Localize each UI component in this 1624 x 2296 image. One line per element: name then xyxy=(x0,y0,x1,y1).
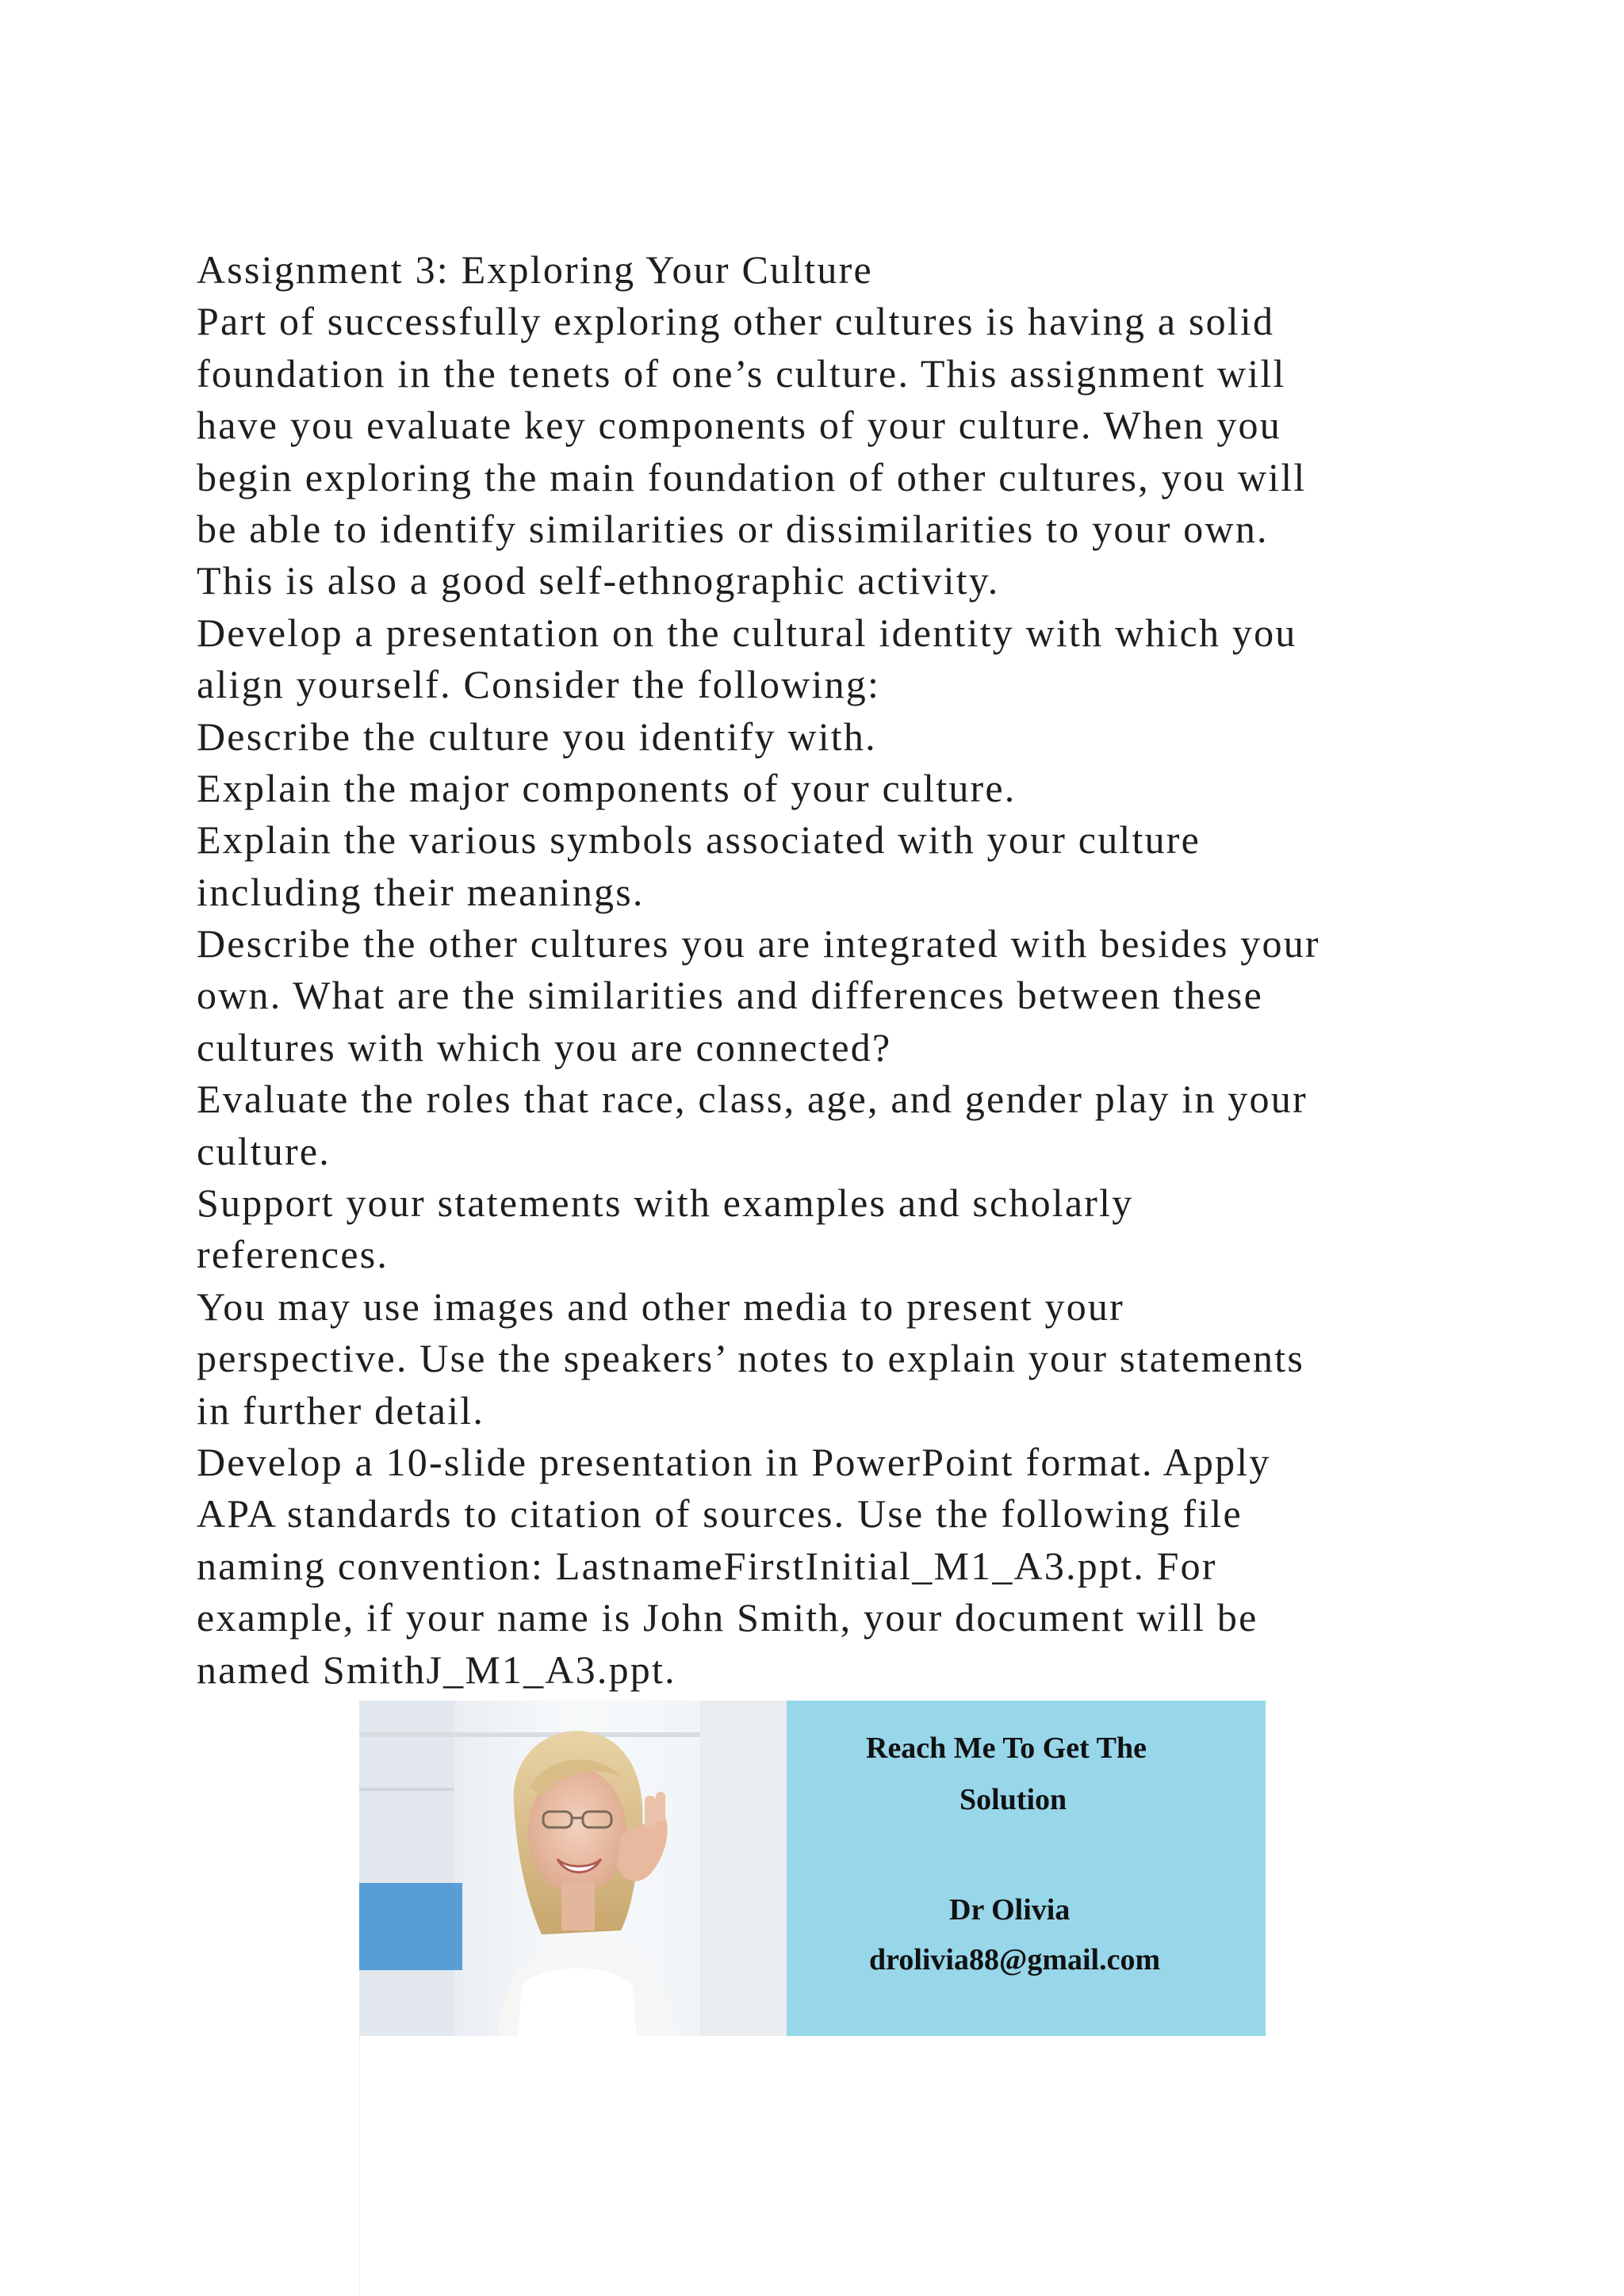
text-line: cultures with which you are connected? xyxy=(197,1024,892,1070)
text-line: references. xyxy=(197,1232,389,1277)
woman-photo-illustration xyxy=(359,1701,787,2036)
text-line: Describe the culture you identify with. xyxy=(197,714,877,759)
text-line: You may use images and other media to present your xyxy=(197,1284,1124,1329)
text-line: Develop a 10-slide presentation in PowerPoint format. Apply xyxy=(197,1439,1271,1484)
promo-subheadline: Solution xyxy=(959,1783,1067,1816)
text-line: example, if your name is John Smith, your document will be xyxy=(197,1595,1258,1640)
contact-name: Dr Olivia xyxy=(949,1893,1071,1927)
text-line: Evaluate the roles that race, class, age, and gender play in your xyxy=(197,1077,1308,1122)
text-line: naming convention: LastnameFirstInitial_M1_A3.ppt. For xyxy=(197,1543,1217,1588)
contact-email: drolivia88@gmail.com xyxy=(869,1943,1161,1976)
promo-headline: Reach Me To Get The xyxy=(866,1732,1147,1765)
text-line: foundation in the tenets of one’s culture. This assignment will xyxy=(197,350,1286,396)
text-line: own. What are the similarities and differences between these xyxy=(197,973,1263,1018)
text-line: perspective. Use the speakers’ notes to explain your statements xyxy=(197,1336,1304,1381)
text-line: APA standards to citation of sources. Use the following file xyxy=(197,1491,1243,1536)
text-line: including their meanings. xyxy=(197,869,645,914)
text-line: Explain the various symbols associated with your culture xyxy=(197,817,1201,863)
woman-photo xyxy=(359,1701,787,2036)
text-line: named SmithJ_M1_A3.ppt. xyxy=(197,1647,676,1692)
divider xyxy=(359,2036,360,2296)
text-line: Explain the major components of your culture. xyxy=(197,765,1017,810)
text-line: This is also a good self-ethnographic activity. xyxy=(197,558,1000,603)
text-line: Develop a presentation on the cultural identity with which you xyxy=(197,610,1297,655)
text-line: Part of successfully exploring other cultures is having a solid xyxy=(197,299,1275,344)
text-line: have you evaluate key components of your culture. When you xyxy=(197,403,1281,448)
assignment-text xyxy=(197,244,1450,1696)
text-line: be able to identify similarities or dissimilarities to your own. xyxy=(197,506,1269,551)
assignment-title: Assignment 3: Exploring Your Culture xyxy=(197,247,873,292)
text-line: align yourself. Consider the following: xyxy=(197,662,881,707)
text-line: in further detail. xyxy=(197,1387,485,1433)
text-line: begin exploring the main foundation of other cultures, you will xyxy=(197,454,1307,499)
text-line: culture. xyxy=(197,1128,331,1173)
contact-banner xyxy=(359,1701,1266,2036)
contact-info-panel xyxy=(787,1701,1266,2036)
text-line: Support your statements with examples and scholarly xyxy=(197,1181,1134,1226)
text-line: Describe the other cultures you are integrated with besides your xyxy=(197,921,1320,966)
